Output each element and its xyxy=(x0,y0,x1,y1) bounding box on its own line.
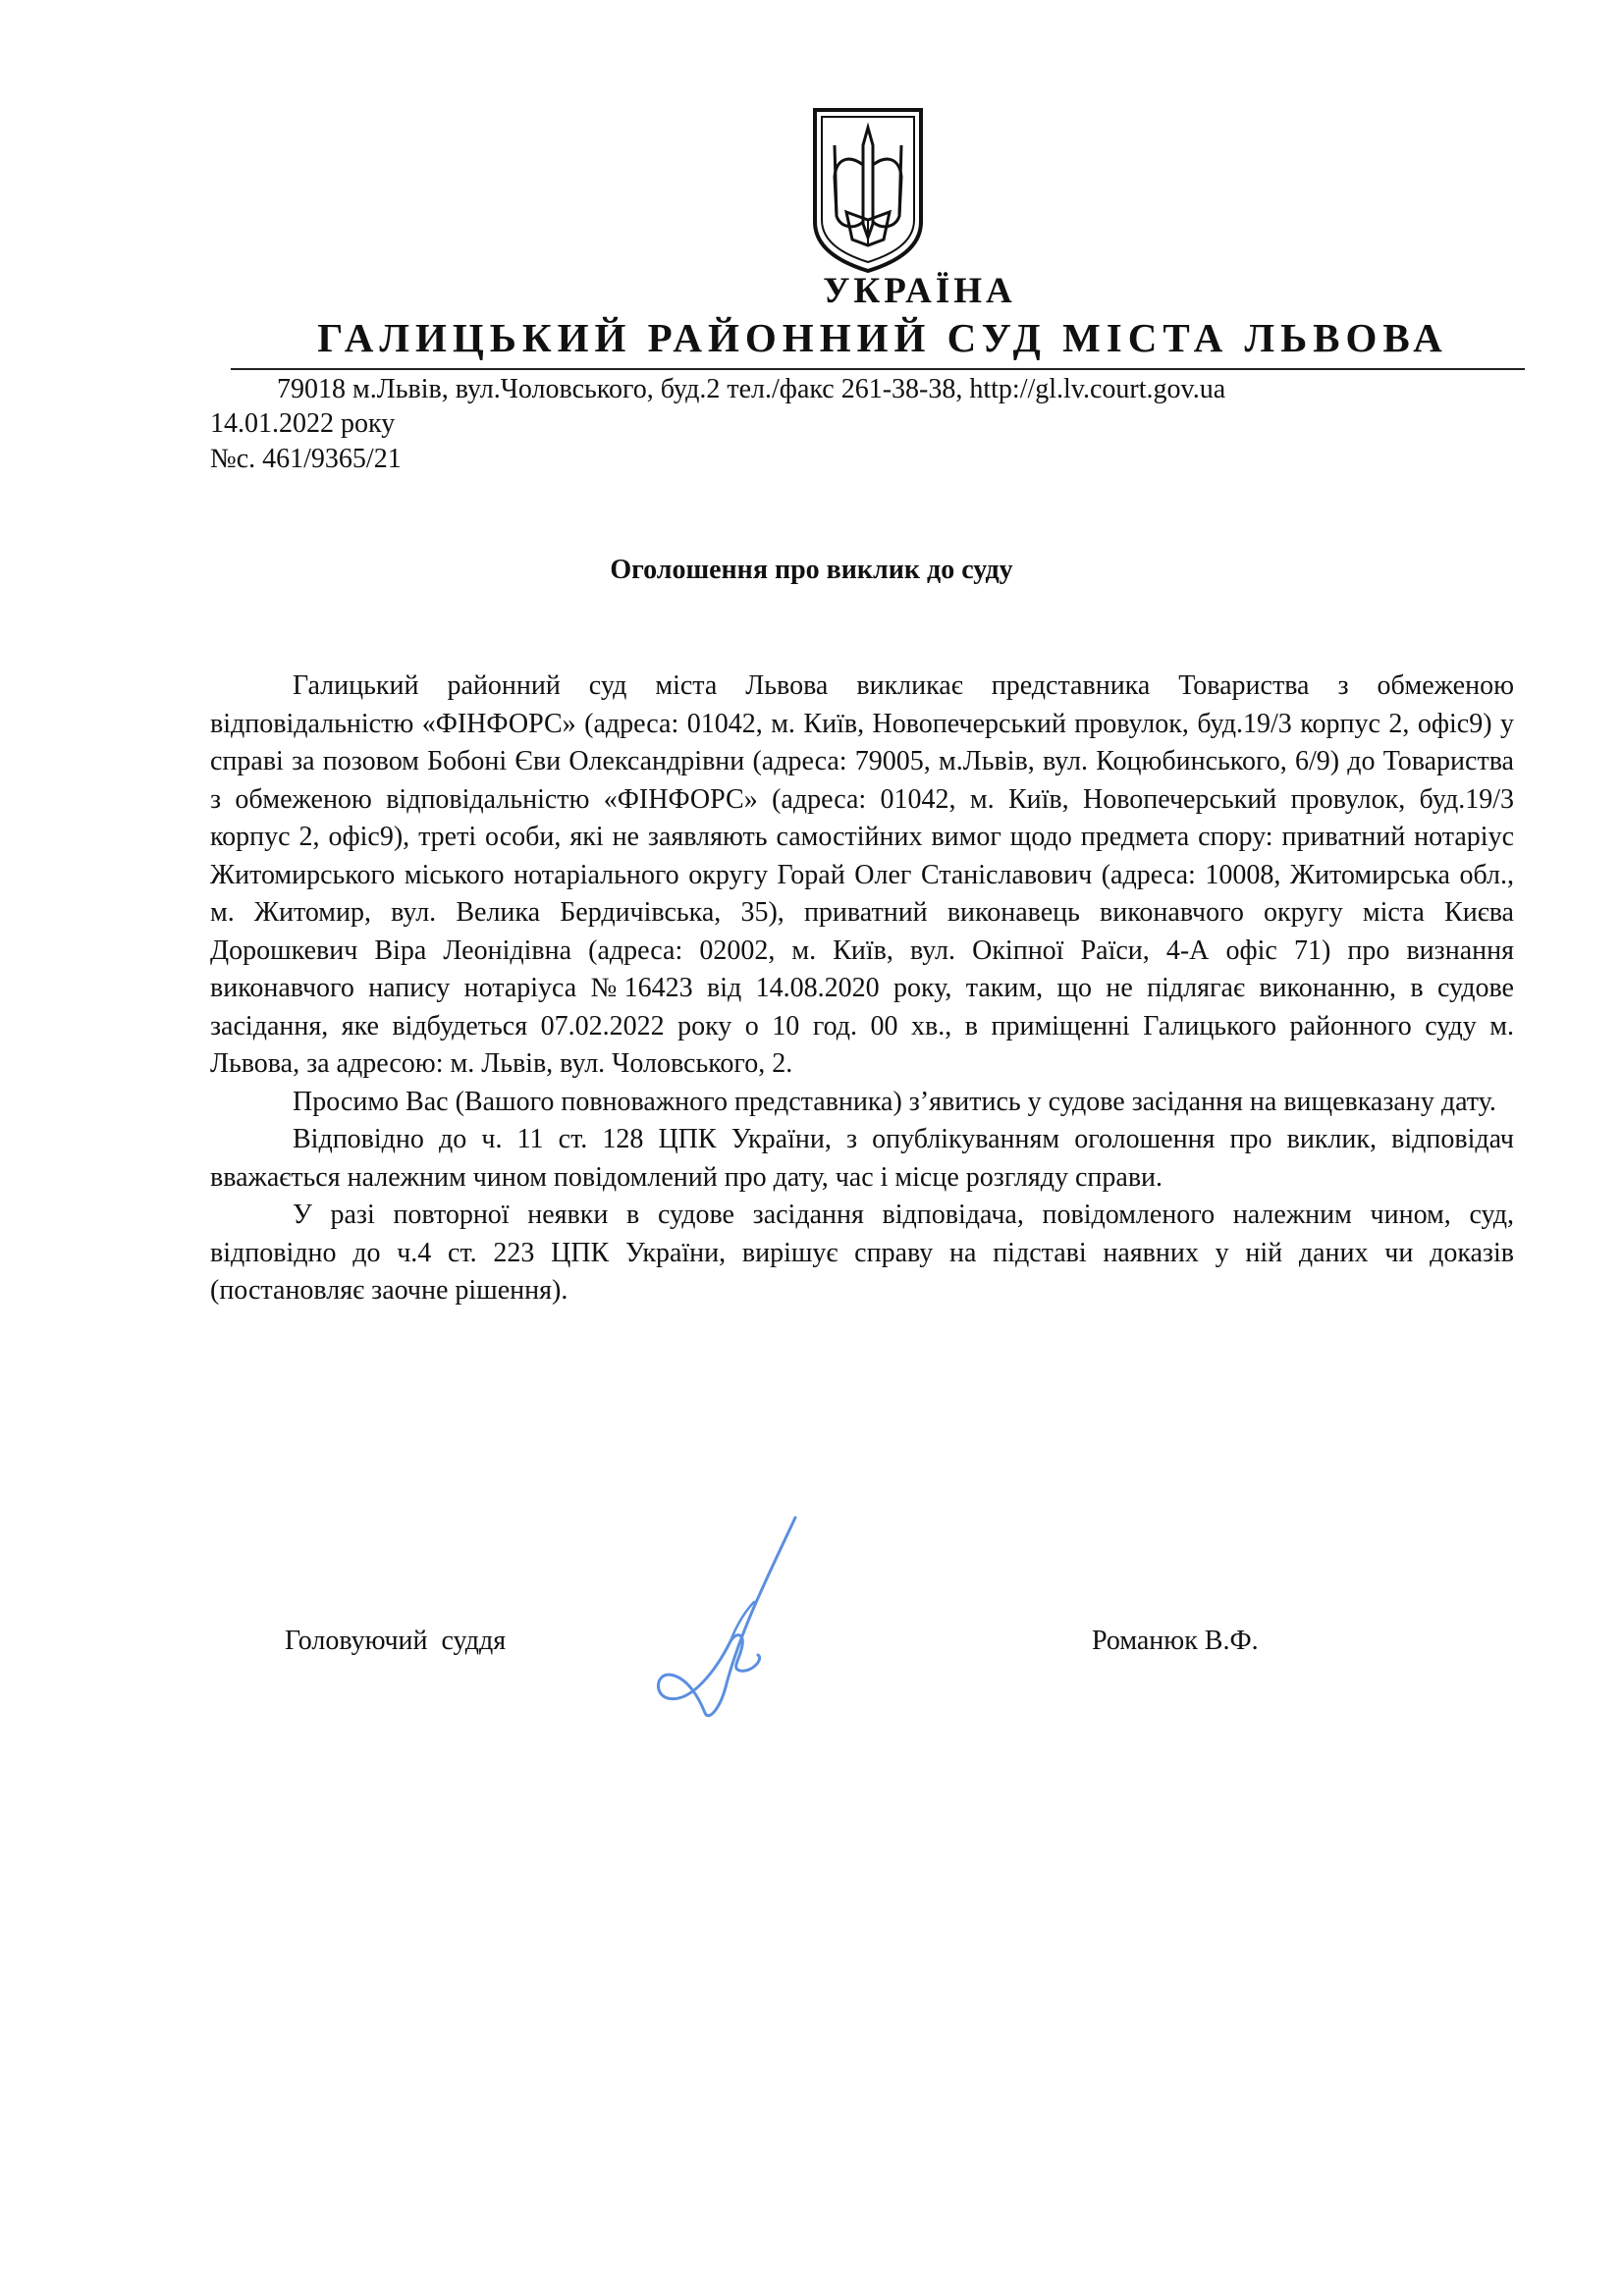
court-name: ГАЛИЦЬКИЙ РАЙОННИЙ СУД МІСТА ЛЬВОВА xyxy=(317,315,1448,360)
signature-mark xyxy=(648,1512,825,1728)
paragraph-notification: Відповідно до ч. 11 ст. 128 ЦПК України, з опублікуванням оголошення про виклик, відповідач вважається належним чином повідомлений про дату, час і місце розгляду справи. xyxy=(210,1124,1514,1193)
case-number: №с. 461/9365/21 xyxy=(210,444,402,474)
paragraph-summons: Галицький районний суд міста Львова викликає представника Товариства з обмеженою відповідальністю «ФІНФОРС» (адреса: 01042, м. Київ, Новопечерський провулок, буд.19/3 корпус 2, офіс9) у справі за позовом Бобоні Єви Олександрівни (адреса: 79005, м.Львів, вул. Коцюбинського, 6/9) до Товариства з обмеженою відповідальністю «ФІНФОРС» (адреса: 01042, м. Київ, Новопечерський провулок, буд.19/3 корпус 2, офіс9), треті особи, які не заявляють самостійних вимог щодо предмета спору: приватний нотаріус Житомирського міського нотаріального округу Горай Олег Станіславович (адреса: 10008, Житомирська обл., м. Житомир, вул. Велика Бердичівська, 35), приватний виконавець виконавчого округу міста Києва Дорошкевич Віра Леонідівна (адреса: 02002, м. Київ, вул. Окіпної Раїси, 4-А офіс 71) про визнання виконавчого напису нотаріуса №16423 від 14.08.2020 року, таким, що не підлягає виконанню, в судове засідання, яке відбудеться 07.02.2022 року о 10 год. 00 хв., в приміщенні Галицького районного суду м. Львова, за адресою: м. Львів, вул. Чоловського, 2. xyxy=(210,670,1514,1079)
document-title: Оголошення про виклик до суду xyxy=(610,555,1013,585)
country-name: УКРАЇНА xyxy=(823,271,1016,311)
document-date: 14.01.2022 року xyxy=(210,408,396,439)
coat-of-arms-icon xyxy=(811,106,925,275)
document-body xyxy=(210,667,1514,1310)
paragraph-request: Просимо Вас (Вашого повноважного представника) з’явитись у судове засідання на вищевказану дату. xyxy=(293,1086,1496,1117)
court-address: 79018 м.Львів, вул.Чоловського, буд.2 тел./факс 261-38-38, http://gl.lv.court.gov.ua xyxy=(277,374,1226,404)
signatory-name: Романюк В.Ф. xyxy=(1092,1626,1259,1656)
paragraph-default-judgment: У разі повторної неявки в судове засідання відповідача, повідомленого належним чином, суд, відповідно до ч.4 ст. 223 ЦПК України, вирішує справу на підставі наявних у ній даних чи доказів (постановляє заочне рішення). xyxy=(210,1200,1514,1306)
signatory-role: Головуючий суддя xyxy=(285,1626,507,1656)
header-divider xyxy=(231,368,1525,370)
